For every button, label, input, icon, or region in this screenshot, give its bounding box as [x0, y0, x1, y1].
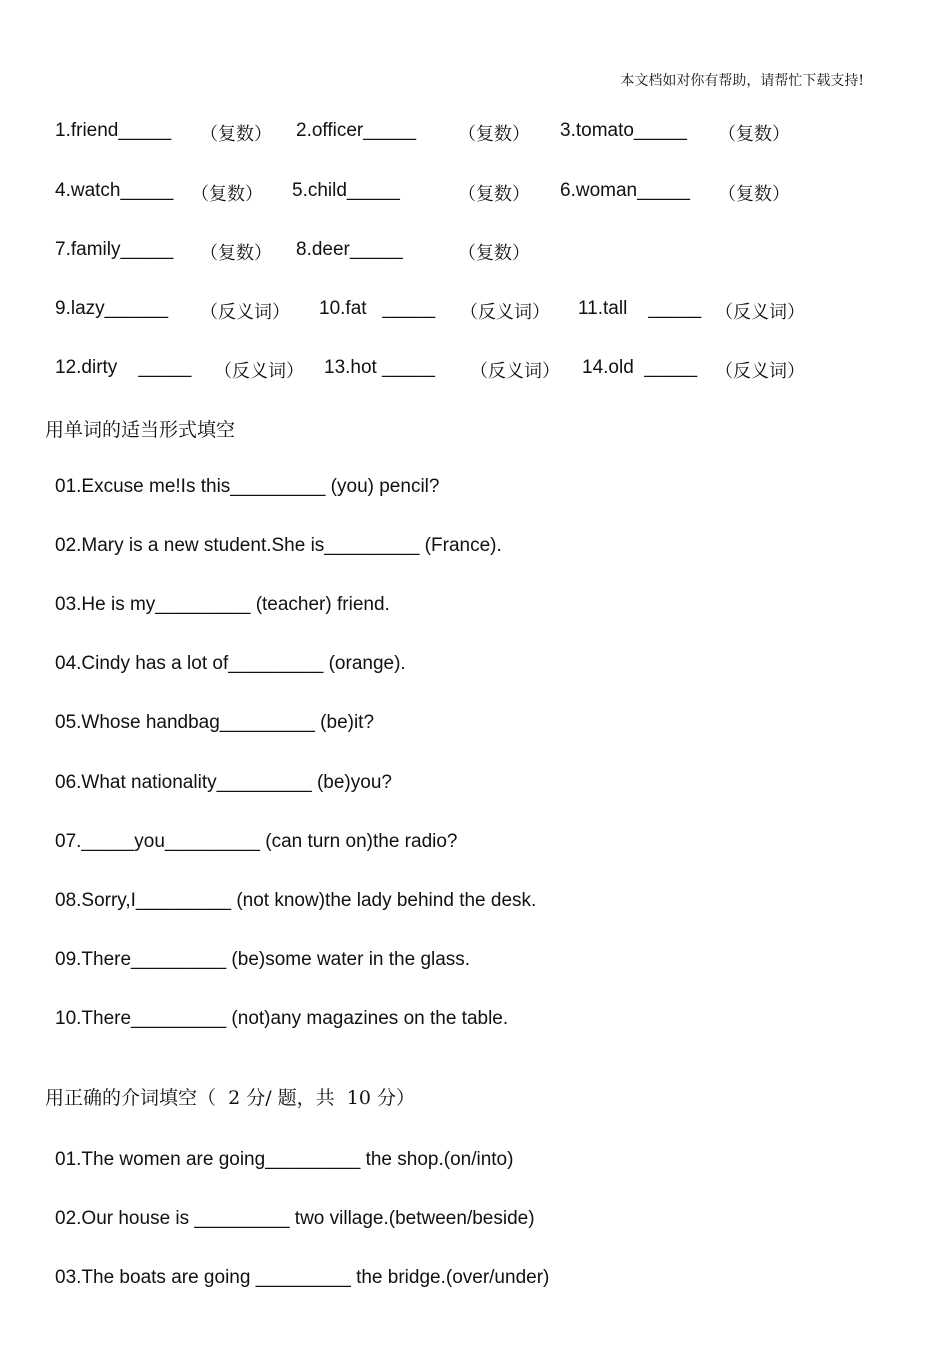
word-item: 6.woman_____ — [560, 180, 690, 201]
word-item: 1.friend_____ — [55, 120, 172, 141]
word-note: （复数） — [200, 124, 272, 145]
word-item: 10.fat _____ — [319, 298, 436, 319]
exercise-item: 10.There_________ (not)any magazines on the table. — [55, 1008, 509, 1029]
exercise-item: 01.Excuse me!Is this_________ (you) pencil? — [55, 476, 440, 497]
exercise-item: 01.The women are going_________ the shop.(on/into) — [55, 1149, 514, 1170]
word-note: （反义词） — [214, 361, 304, 382]
word-item: 8.deer_____ — [296, 239, 403, 260]
word-note: （复数） — [718, 184, 790, 205]
word-item: 13.hot _____ — [324, 357, 435, 378]
exercise-item: 05.Whose handbag_________ (be)it? — [55, 712, 375, 733]
word-note: （复数） — [718, 124, 790, 145]
exercise-item: 03.The boats are going _________ the bridge.(over/under) — [55, 1267, 550, 1288]
exercise-item: 03.He is my_________ (teacher) friend. — [55, 594, 390, 615]
word-note: （反义词） — [715, 361, 805, 382]
section-heading: 用正确的介词填空（ 2 分/ 题，共 10 分） — [45, 1087, 415, 1109]
word-note: （复数） — [458, 184, 530, 205]
word-note: （反义词） — [460, 302, 550, 323]
word-note: （反义词） — [715, 302, 805, 323]
exercise-item: 08.Sorry,I_________ (not know)the lady behind the desk. — [55, 890, 537, 911]
word-item: 12.dirty _____ — [55, 357, 192, 378]
word-note: （反义词） — [470, 361, 560, 382]
word-note: （复数） — [200, 243, 272, 264]
exercise-item: 07._____you_________ (can turn on)the radio? — [55, 831, 458, 852]
exercise-item: 09.There_________ (be)some water in the glass. — [55, 949, 471, 970]
word-item: 14.old _____ — [582, 357, 698, 378]
exercise-item: 02.Our house is _________ two village.(between/beside) — [55, 1208, 535, 1229]
exercise-item: 02.Mary is a new student.She is_________ (France). — [55, 535, 502, 556]
exercise-item: 04.Cindy has a lot of_________ (orange). — [55, 653, 406, 674]
word-item: 2.officer_____ — [296, 120, 417, 141]
word-item: 11.tall _____ — [578, 298, 702, 319]
header-note: 本文档如对你有帮助，请帮忙下载支持! — [620, 73, 864, 89]
word-item: 3.tomato_____ — [560, 120, 687, 141]
word-item: 9.lazy______ — [55, 298, 169, 319]
word-item: 7.family_____ — [55, 239, 174, 260]
section-heading: 用单词的适当形式填空 — [45, 419, 236, 441]
word-item: 5.child_____ — [292, 180, 400, 201]
word-note: （反义词） — [200, 302, 290, 323]
exercise-item: 06.What nationality_________ (be)you? — [55, 772, 392, 793]
word-note: （复数） — [458, 243, 530, 264]
word-item: 4.watch_____ — [55, 180, 174, 201]
word-note: （复数） — [458, 124, 530, 145]
word-note: （复数） — [191, 184, 263, 205]
